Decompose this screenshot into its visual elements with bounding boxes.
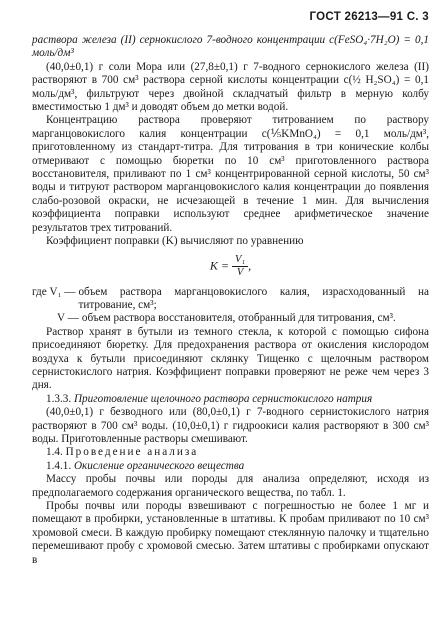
page-header: ГОСТ 26213—91 С. 3	[309, 11, 429, 23]
document-body	[32, 34, 429, 567]
variable-definitions	[32, 286, 429, 326]
paragraph-sulfite-solution: (40,0±0,1) г безводного или (80,0±0,1) г 7-водного сернистокислого натрия растворяют в 700 см³ воды. (10,0±0,1) г гидроокиси калия растворяют в 300 см³ воды. Приготовленные растворы смешивают.	[32, 406, 429, 445]
section-title: Приготовление щелочного раствора сернистокислого натрия	[73, 392, 373, 405]
paragraph-sample-mass: Массу пробы почвы или породы для анализа определяют, исходя из предполагаемого содержания органического вещества, по табл. 1.	[32, 473, 429, 499]
section-heading-1-3-3	[32, 393, 429, 406]
section-number: 1.4.1.	[46, 459, 72, 472]
formula-denominator: V	[236, 266, 244, 278]
formula-coefficient	[32, 254, 429, 279]
section-heading-1-4-1	[32, 460, 429, 473]
formula-numerator: V₁	[232, 254, 248, 267]
definition-term: где V₁ —	[32, 285, 76, 298]
paragraph-weighing: Пробы почвы или породы взвешивают с погрешностью не более 1 мг и помещают в пробирки, установленные в штативы. К пробам приливают по 10 см³ хромовой смеси. В каждую пробирку помещают стеклянную палочку и тщательно перемешивают пробу с хромовой смесью. Затем штативы с пробирками опускают в	[32, 500, 429, 566]
section-title: Окисление органического вещества	[73, 459, 245, 472]
paragraph-reagent-title: раствора железа (II) сернокислого 7-водного концентрации c(FeSO₄·7H₂O) = 0,1 моль/дм³	[32, 34, 429, 60]
definition-v	[32, 312, 429, 325]
paragraph-titration: Концентрацию раствора проверяют титрованием по раствору марганцовокислого калия концентрации c(⅕KMnO₄) = 0,1 моль/дм³, приготовленному из стандарт-титра. Для титрования в три конические колбы отмеривают с помощью бюретки по 10 см³ приготовленного раствора восстановителя, приливают по 1 см³ концентрированной серной кислоты, 50 см³ воды и титруют раствором марганцовокислого калия концентрации до появления слабо-розовой окраски, не исчезающей в течение 1 мин. Для вычисления коэффициента поправки используют среднее арифметическое значение результатов трех титрований.	[32, 114, 429, 234]
section-number: 1.4.	[46, 446, 63, 459]
formula-lhs: K =	[209, 257, 230, 272]
section-heading-1-4	[32, 446, 429, 459]
paragraph-storage: Раствор хранят в бутыли из темного стекла, к которой с помощью сифона присоединяют бюретку. Для предохранения раствора от окисления кислородом воздуха к бутыли присоединяют склянку Тищенко с щелочным раствором сернистокислого натрия. Коэффициент поправки проверяют не реже чем через 3 дня.	[32, 325, 429, 392]
definition-desc: объем раствора восстановителя, отобранный для титрования, см³.	[81, 312, 396, 325]
formula-comma: ,	[248, 257, 252, 272]
section-title: Проведение анализа	[65, 446, 199, 459]
paragraph-preparation: (40,0±0,1) г соли Мора или (27,8±0,1) г 7-водного сернокислого железа (II) растворяют в 700 см³ раствора серной кислоты концентрации c(½ H₂SO₄) = 0,1 моль/дм³, фильтруют через двойной складчатый фильтр в мерную колбу вместимостью 1 дм³ и доводят объем до метки водой.	[32, 60, 429, 114]
formula-fraction	[232, 254, 248, 279]
definition-term: V —	[57, 312, 79, 325]
paragraph-coefficient: Коэффициент поправки (K) вычисляют по уравнению	[46, 235, 304, 248]
section-number: 1.3.3.	[46, 392, 72, 405]
definition-desc: объем раствора марганцовокислого калия, израсходованный на титрование, см³;	[78, 285, 429, 311]
definition-v1	[32, 286, 429, 313]
